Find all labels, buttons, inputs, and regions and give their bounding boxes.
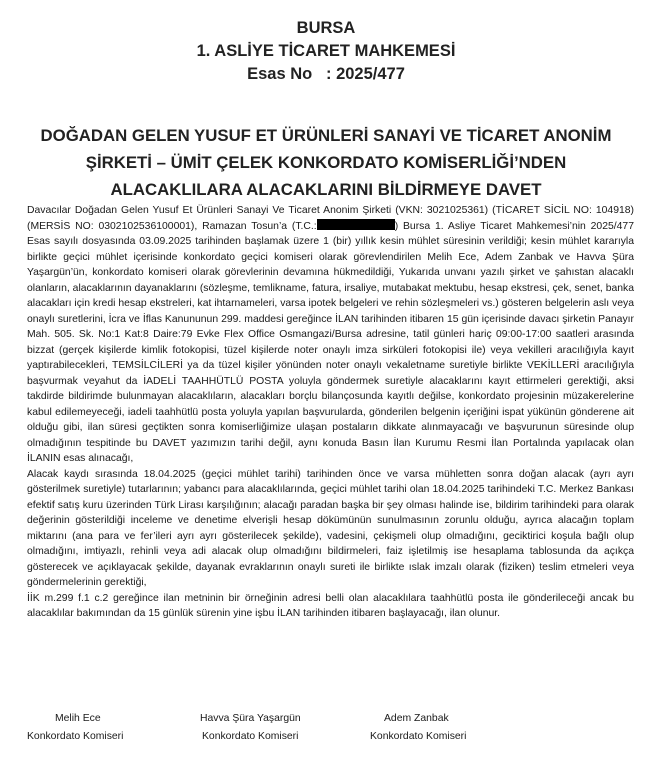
court-name: 1. ASLİYE TİCARET MAHKEMESİ [196, 42, 456, 60]
signature-1-role: Konkordato Komiseri [27, 731, 124, 742]
paragraph-2: Alacak kaydı sırasında 18.04.2025 (geçici mühlet tarihi) tarihinden önce ve varsa mühletten sonra doğan alacak (ayrı ayrı gösterilmek suretiyle) tutarlarının; yabancı para alacaklılarında, geçici mühlet tarihi olan 18.04.2025 tarihindeki T.C. Merkez Bankası efektif satış kuru üzerinden Türk Lirası karşılığının; alacağı paradan başka bir şey olması halinde ise, bildirim tarihindeki para olarak değerinin gösterildiği inceleme ve denetime elverişli hesap dökümünün sunulmasının zorunlu olduğu, ayrıca alacağın toplam miktarını (ana para ve fer’ileri ayrı ayrı gösterilecek şekilde), vadesini, çekişmeli olup olmadığını, geciktirici koşula bağlı olup olmadığını, imtiyazlı, rehinli veya adi alacak olup olmadığını bildirmeleri, faiz işletilmiş ise hesaplama tablosunda da açıkça gösterecek ve açıklayacak şekilde, dayanak evraklarının onaylı sureti ile birlikte ıslak imzalı olarak (fiziken) teslim etmeleri veya göndermelerinin gerektiği, [27, 468, 634, 588]
redaction-bar [317, 219, 395, 230]
case-number [0, 63, 652, 86]
announcement-body [27, 203, 634, 622]
paragraph-1: Davacılar Doğadan Gelen Yusuf Et Ürünleri Sanayi Ve Ticaret Anonim Şirketi (VKN: 3021025361) (TİCARET SİCİL NO: 104918) (MERSİS NO: 0302102536100001), Ramazan Tosun’a (T.C.: ) Bursa 1. Asliye Ticaret Mahkemesi’nin 2025/477 Esas sayılı dosyasında 03.09.2025 tarihinden başlamak üzere 1 (bir) yıllık kesin mühlet süresinin verildiği; kesin mühlet kararıyla birlikte geçici mühlet içerisinde konkordato geçici komiseri olarak görevlendirilen Melih Ece, Adem Zanbak ve Havva Şüra Yaşargün’ün, konkordato komiseri olarak görevlerinin devamına hükmedildiği, Yukarıda unvanı yazılı şirket ve şahıstan alacaklı olanların, alacaklarının dayanaklarını (sözleşme, temlikname, fatura, irsaliye, mutabakat mektubu, hesap ekstresi, çek, senet, banka alacakları için kredi hesap ekstreleri, kat ihtarnameleri, varsa ipotek belgeleri ve rehin sözleşmeleri vs.) gösteren belgelerin aslı veya onaylı suretlerini, İcra ve İflas Kanununun 299. maddesi gereğince İLAN tarihinden itibaren 15 gün içerisinde davacı şirketin Panayır Mah. 505. Sk. No:1 Kat:8 Daire:79 Evke Flex Office Osmangazi/Bursa adresine, tatil günleri hariç 09:00-17:00 saatleri arasında bizzat (gerçek kişilerde kimlik fotokopisi, tüzel kişilerde noter onaylı imza sirküleri fotokopisi ile) veya vekilleri aracılığıyla kayıt yaptırabilecekleri, TEMSİLCİLERİ ya da tüzel kişiler yönünden noter onaylı vekaletname suretiyle birlikte VEKİLLERİ aracılığıyla başvurmak veyahut da İADELİ TAAHHÜTLÜ POSTA yoluyla göndermek suretiyle alacaklarını kayıt ettirmeleri gerektiği, aksi takdirde bildirimde bulunmayan alacaklıların, alacakları borçlu bilançosunda kayıtlı değilse, konkordato projesinin müzakerelerine kabul edilemeyeceği, iadeli taahhütlü posta yoluyla yapılan başvurularda, gönderilen belgenin içeriğini ispat yükünün gönderene ait olduğu gibi, ilan süresi geçtikten sonra komiserliğimize ulaşan postaların dikkate alınmayacağı ve başvurunun süresinde olup olmadığının tespitinde bu DAVET yazımızın tarihi değil, aynı konuda Basın İlan Kurumu Resmi İlan Portalında yapılacak olan İLANIN esas alınacağı, [27, 205, 634, 464]
signature-3-name: Adem Zanbak [384, 713, 449, 724]
announcement-title [0, 122, 652, 203]
signature-3-role: Konkordato Komiseri [370, 731, 467, 742]
case-label: Esas No [247, 65, 313, 83]
title-line-3: ALACAKLILARA ALACAKLARINI BİLDİRMEYE DAVET [110, 180, 542, 199]
signature-2-name: Havva Şüra Yaşargün [200, 713, 301, 724]
court-header [0, 17, 652, 86]
title-line-2: ŞİRKETİ – ÜMİT ÇELEK KONKORDATO KOMİSERLİĞİ’NDEN [85, 153, 567, 172]
title-line-1: DOĞADAN GELEN YUSUF ET ÜRÜNLERİ SANAYİ VE TİCARET ANONİM [40, 126, 612, 145]
city-name: BURSA [296, 19, 356, 37]
paragraph-3: İİK m.299 f.1 c.2 gereğince ilan metninin bir örneğinin adresi belli olan alacaklılara taahhütlü posta ile gönderileceği ancak bu alacaklılar bakımından da 15 günlük sürenin yine işbu İLAN tarihinden itibaren başlayacağı, ilan olunur. [27, 592, 634, 619]
signature-2-role: Konkordato Komiseri [202, 731, 299, 742]
case-value: : 2025/477 [325, 65, 405, 83]
signature-1-name: Melih Ece [55, 713, 101, 724]
